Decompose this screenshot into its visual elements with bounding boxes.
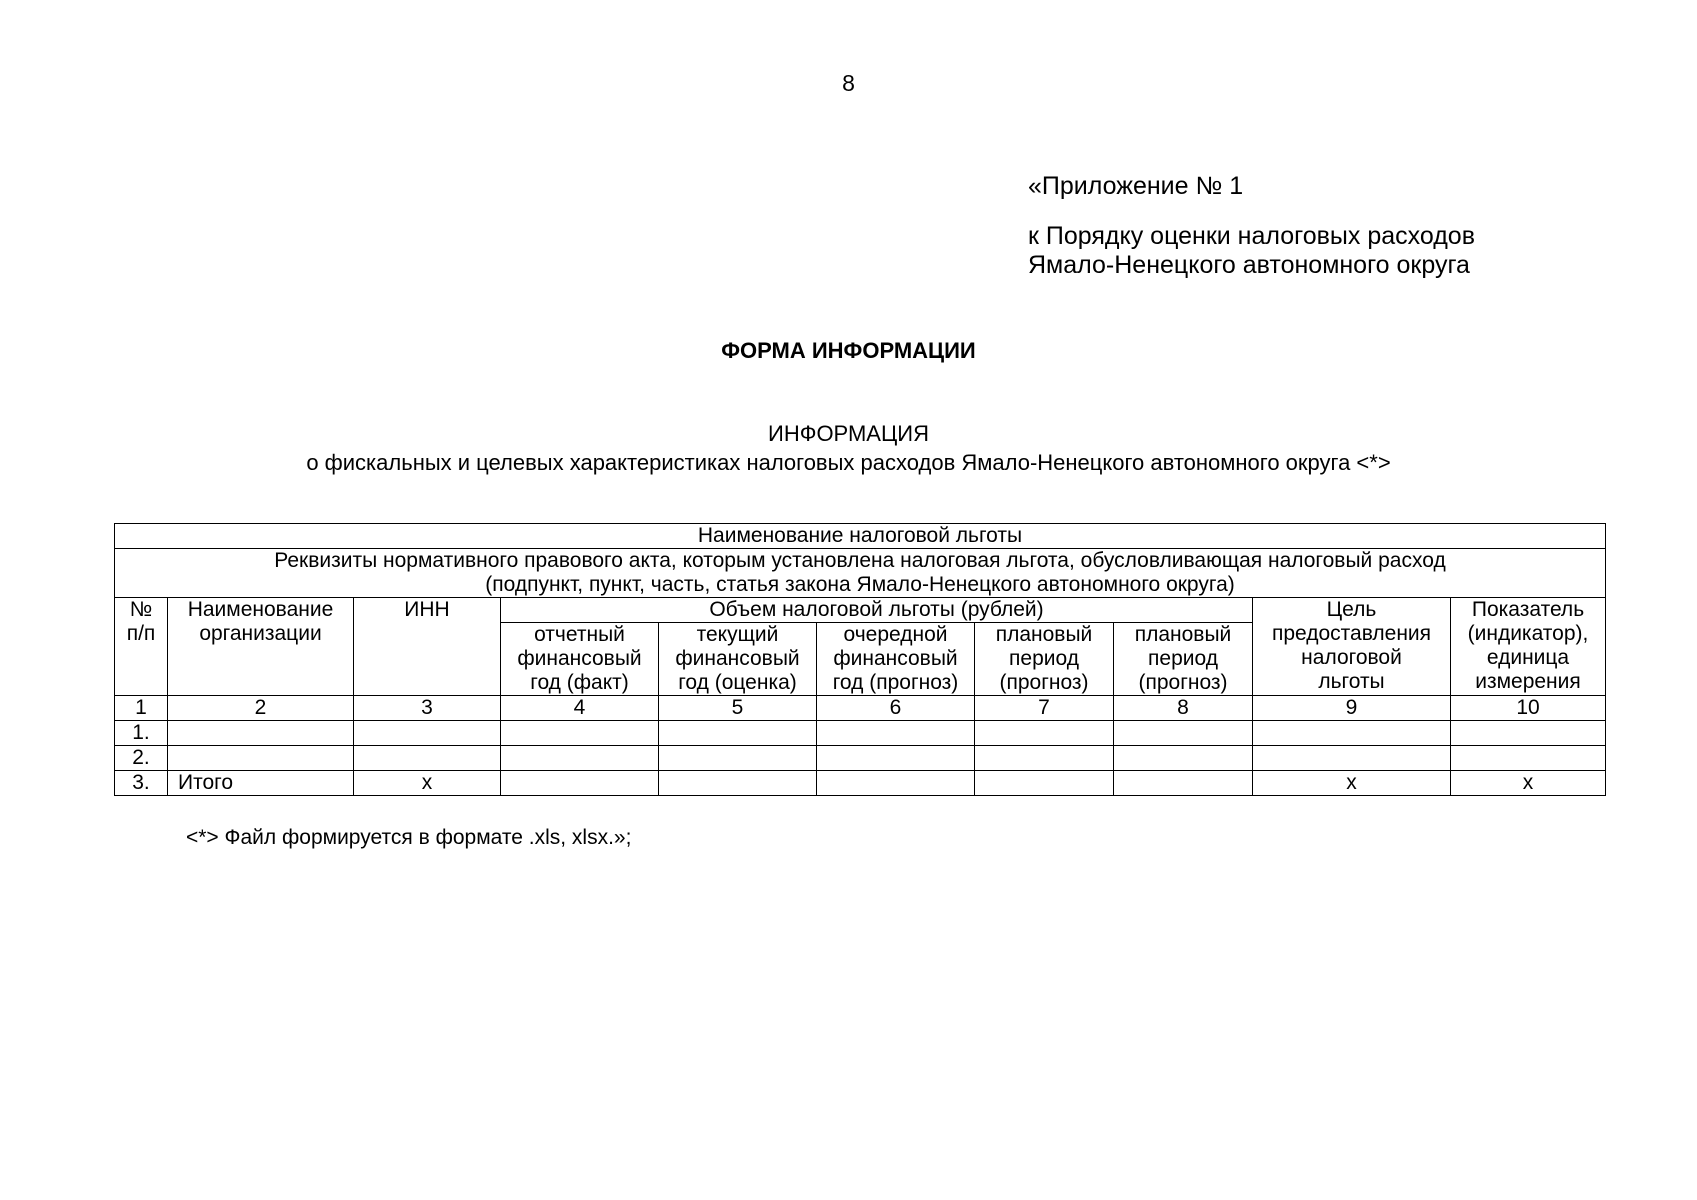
table-cell	[975, 721, 1114, 746]
page-number: 8	[842, 70, 855, 96]
table-cell: 3.	[115, 771, 168, 796]
column-number: 6	[817, 696, 975, 721]
appendix-title: «Приложение № 1	[1028, 172, 1244, 200]
table-cell	[501, 746, 659, 771]
table-cell	[817, 721, 975, 746]
column-header-indicator-line-1: Показатель	[1471, 598, 1585, 621]
column-number: 2	[168, 696, 354, 721]
subheader-line-3: (прогноз)	[999, 671, 1089, 694]
subheader-line-3: год (оценка)	[678, 671, 797, 694]
table-cell	[975, 746, 1114, 771]
column-number: 8	[1114, 696, 1253, 721]
subheader-planned-period-1	[975, 623, 1114, 696]
column-number: 5	[659, 696, 817, 721]
subheader-line-1: очередной	[843, 623, 948, 646]
subheader-reporting-year	[501, 623, 659, 696]
column-header-indicator-line-3: единица	[1486, 646, 1570, 669]
column-header-number-line-2: п/п	[126, 622, 156, 645]
table-row-total	[115, 771, 1606, 796]
subheader-planned-period-2	[1114, 623, 1253, 696]
column-number: 3	[354, 696, 501, 721]
table-cell	[168, 721, 354, 746]
table-cell	[659, 746, 817, 771]
table-cell: x	[1451, 771, 1606, 796]
requisites-line-2: (подпункт, пункт, часть, статья закона Ямало-Ненецкого автономного округа)	[485, 573, 1235, 596]
subheader-line-1: текущий	[696, 623, 779, 646]
table-row	[115, 746, 1606, 771]
table-cell	[817, 746, 975, 771]
column-header-organization-line-1: Наименование	[187, 598, 334, 621]
column-number: 7	[975, 696, 1114, 721]
table-cell	[975, 771, 1114, 796]
column-number: 10	[1451, 696, 1606, 721]
info-heading-block	[0, 419, 1697, 477]
subheader-line-1: отчетный	[534, 623, 625, 646]
subheader-line-1: плановый	[995, 623, 1093, 646]
requisites-line-1: Реквизиты нормативного правового акта, которым установлена налоговая льгота, обусловливающая налоговый расход	[274, 549, 1446, 572]
benefit-name-header: Наименование налоговой льготы	[115, 524, 1606, 549]
column-header-purpose	[1253, 598, 1451, 696]
table-row	[115, 721, 1606, 746]
table-cell	[501, 721, 659, 746]
column-header-inn: ИНН	[354, 598, 501, 696]
column-header-number	[115, 598, 168, 696]
column-header-indicator	[1451, 598, 1606, 696]
appendix-reference-line-2: Ямало-Ненецкого автономного округа	[1028, 251, 1470, 279]
table-cell	[354, 746, 501, 771]
column-header-volume: Объем налоговой льготы (рублей)	[501, 598, 1253, 623]
table-cell	[1451, 746, 1606, 771]
table-cell	[1253, 746, 1451, 771]
subheader-line-2: период	[1009, 647, 1079, 670]
subheader-next-year	[817, 623, 975, 696]
column-header-purpose-line-3: налоговой	[1301, 646, 1402, 669]
appendix-block	[1028, 172, 1475, 280]
table-cell	[168, 746, 354, 771]
table-cell	[501, 771, 659, 796]
table-cell	[817, 771, 975, 796]
subheader-line-3: год (прогноз)	[832, 671, 959, 694]
column-number: 4	[501, 696, 659, 721]
appendix-reference	[1028, 222, 1475, 280]
table-cell	[1114, 771, 1253, 796]
column-numbers-row	[115, 696, 1606, 721]
subheader-current-year	[659, 623, 817, 696]
subheader-line-2: период	[1148, 647, 1218, 670]
subheader-line-1: плановый	[1134, 623, 1232, 646]
requisites-header	[115, 549, 1606, 598]
column-header-organization	[168, 598, 354, 696]
table-cell	[1114, 746, 1253, 771]
table-cell	[659, 771, 817, 796]
form-title: ФОРМА ИНФОРМАЦИИ	[721, 338, 976, 363]
info-subheading: о фискальных и целевых характеристиках налоговых расходов Ямало-Ненецкого автономного округа <*>	[306, 450, 1391, 475]
table-cell	[1114, 721, 1253, 746]
column-header-indicator-line-2: (индикатор),	[1467, 622, 1589, 645]
column-header-purpose-line-1: Цель	[1326, 598, 1377, 621]
info-heading: ИНФОРМАЦИЯ	[768, 421, 929, 446]
table-cell	[1253, 721, 1451, 746]
table-cell: x	[354, 771, 501, 796]
column-number: 9	[1253, 696, 1451, 721]
appendix-reference-line-1: к Порядку оценки налоговых расходов	[1028, 222, 1475, 250]
column-number: 1	[115, 696, 168, 721]
subheader-line-2: финансовый	[675, 647, 800, 670]
footnote: <*> Файл формируется в формате .xls, xlsx.»;	[186, 826, 632, 849]
column-header-indicator-line-4: измерения	[1475, 670, 1581, 693]
table-cell	[1451, 721, 1606, 746]
subheader-line-3: (прогноз)	[1138, 671, 1228, 694]
column-header-purpose-line-2: предоставления	[1271, 622, 1432, 645]
table-cell	[659, 721, 817, 746]
table-cell: x	[1253, 771, 1451, 796]
column-header-number-line-1: №	[129, 598, 153, 621]
subheader-line-3: год (факт)	[530, 671, 629, 694]
table-cell: 2.	[115, 746, 168, 771]
table-cell	[354, 721, 501, 746]
tax-expenditure-table	[114, 523, 1606, 796]
subheader-line-2: финансовый	[517, 647, 642, 670]
table-cell: 1.	[115, 721, 168, 746]
subheader-line-2: финансовый	[833, 647, 958, 670]
column-header-organization-line-2: организации	[199, 622, 322, 645]
table-cell: Итого	[168, 771, 354, 796]
column-header-purpose-line-4: льготы	[1318, 670, 1385, 693]
